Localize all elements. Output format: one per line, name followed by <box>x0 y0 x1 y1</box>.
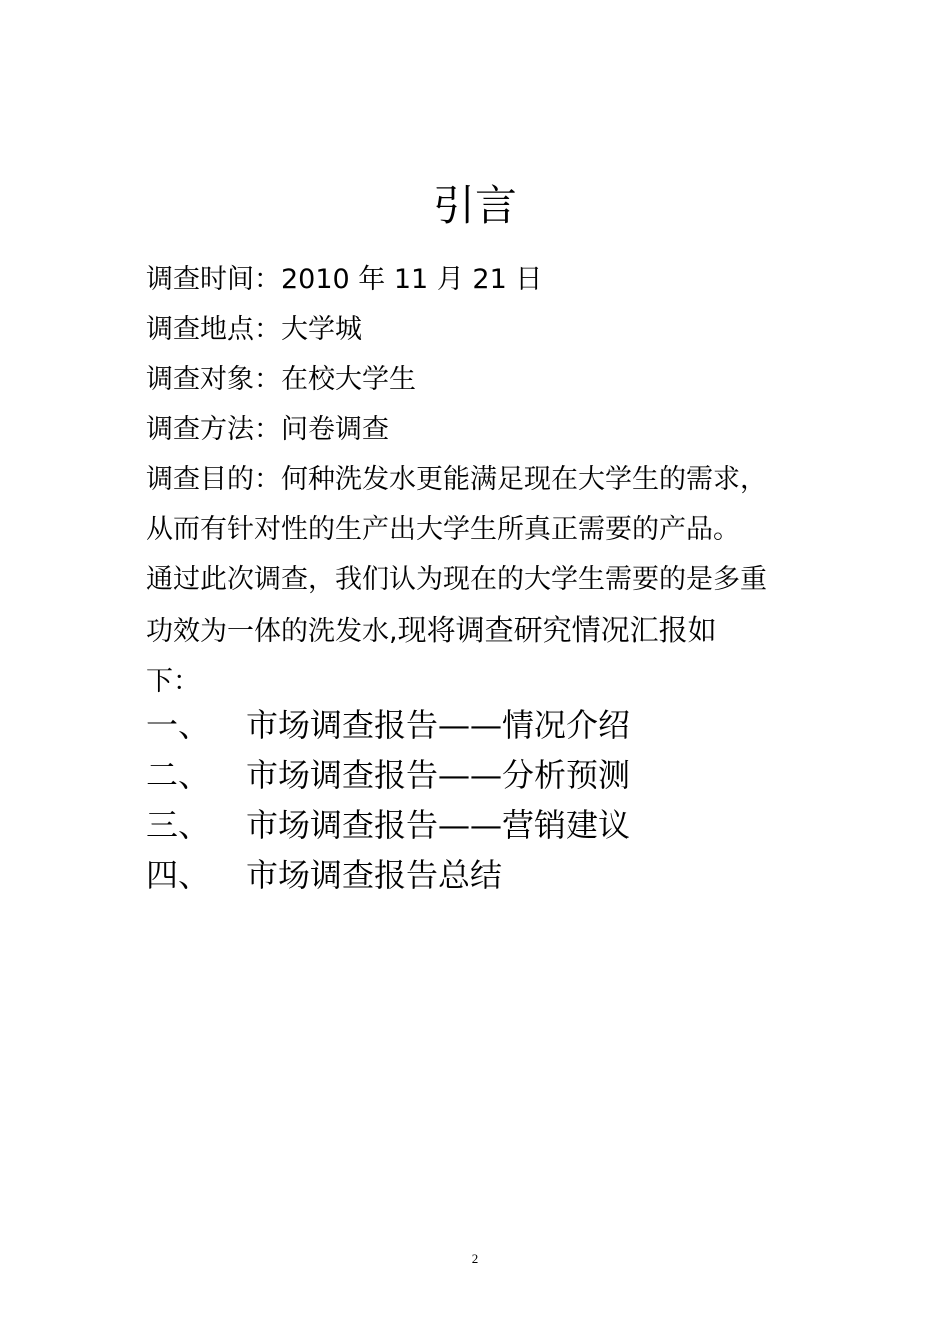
paragraph-line-2-b: 现将调查研究情况汇报如 <box>397 613 717 647</box>
outline-number: 一、 <box>146 706 211 744</box>
outline-number: 三、 <box>146 806 211 844</box>
outline-item <box>146 850 816 900</box>
info-line-method: 调查方法：问卷调查 <box>146 414 389 445</box>
outline-text: 市场调查报告——营销建议 <box>246 806 631 844</box>
info-line-subject: 调查对象：在校大学生 <box>146 364 416 395</box>
paragraph-line-2 <box>146 605 816 657</box>
info-line-time: 调查时间：2010 年 11 月 21 日 <box>146 264 543 295</box>
info-line-purpose: 调查目的：何种洗发水更能满足现在大学生的需求， <box>146 464 767 495</box>
outline-text: 市场调查报告——分析预测 <box>246 756 631 794</box>
report-outline <box>146 700 816 900</box>
outline-text: 市场调查报告总结 <box>246 856 503 894</box>
outline-item <box>146 750 816 800</box>
page-number: 2 <box>471 1251 479 1266</box>
paragraph-line-1: 通过此次调查，我们认为现在的大学生需要的是多重 <box>146 564 767 595</box>
info-line-location: 调查地点：大学城 <box>146 314 362 345</box>
survey-info <box>146 255 816 707</box>
page-title: 引言 <box>432 181 517 230</box>
paragraph-line-2-a: 功效为一体的洗发水, <box>146 616 398 647</box>
paragraph-line-3: 下： <box>146 666 200 697</box>
outline-number: 四、 <box>146 856 211 894</box>
outline-text: 市场调查报告——情况介绍 <box>246 706 631 744</box>
outline-number: 二、 <box>146 756 211 794</box>
outline-item <box>146 700 816 750</box>
info-line-purpose-cont: 从而有针对性的生产出大学生所真正需要的产品。 <box>146 514 740 545</box>
outline-item <box>146 800 816 850</box>
